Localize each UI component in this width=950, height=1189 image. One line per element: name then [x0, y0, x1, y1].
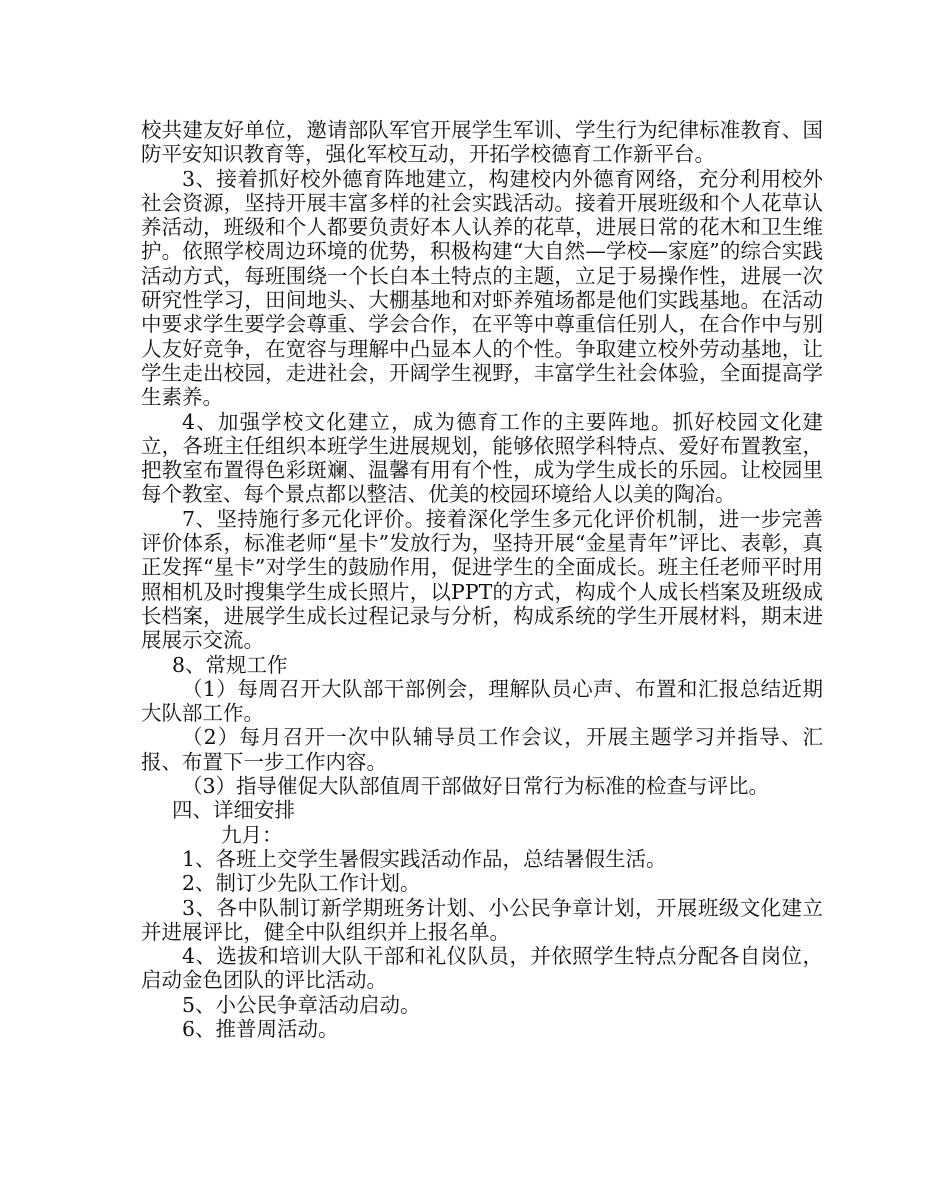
paragraph-item-7: 7、坚持施行多元化评价。接着深化学生多元化评价机制，进一步完善评价体系，标准老师“星卡”发放行为，坚持开展“金星青年”评比、表彰，真正发挥“星卡”对学生的鼓励作用，促进学生的全面成长。班主任老师平时用照相机及时搜集学生成长照片，以PPT的方式，构成个人成长档案及班级成长档案，进展学生成长过程记录与分析，构成系统的学生开展材料，期末进展展示交流。	[141, 506, 823, 653]
paragraph-routine-2: （2）每月召开一次中队辅导员工作会议，开展主题学习并指导、汇报、布置下一步工作内容。	[141, 725, 823, 774]
list-item-september-1: 1、各班上交学生暑假实践活动作品，总结暑假生活。	[182, 846, 667, 871]
document-page	[141, 118, 823, 1041]
heading-routine-work: 8、常规工作	[172, 652, 288, 677]
paragraph-item-3: 3、接着抓好校外德育阵地建立，构建校内外德育网络，充分利用校外社会资源，坚持开展丰富多样的社会实践活动。接着开展班级和个人花草认养活动，班级和个人都要负责好本人认养的花草，进展日常的花木和卫生维护。依照学校周边环境的优势，积极构建“大自然—学校—家庭”的综合实践活动方式，每班围绕一个长白本土特点的主题，立足于易操作性，进展一次研究性学习，田间地头、大棚基地和对虾养殖场都是他们实践基地。在活动中要求学生要学会尊重、学会合作，在平等中尊重信任别人，在合作中与别人友好竞争，在宽容与理解中凸显本人的个性。争取建立校外劳动基地，让学生走出校园，走进社会，开阔学生视野，丰富学生社会体验，全面提高学生素养。	[141, 166, 823, 410]
paragraph-item-4: 4、加强学校文化建立，成为德育工作的主要阵地。抓好校园文化建立，各班主任组织本班学生进展规划，能够依照学科特点、爱好布置教室，把教室布置得色彩斑斓、温馨有用有个性，成为学生成长的乐园。让校园里每个教室、每个景点都以整洁、优美的校园环境给人以美的陶冶。	[141, 409, 823, 507]
list-item-september-4: 4、选拔和培训大队干部和礼仪队员，并依照学生特点分配各自岗位，启动金色团队的评比活动。	[141, 944, 823, 993]
paragraph-routine-3: （3）指导催促大队部值周干部做好日常行为标准的检查与评比。	[182, 774, 770, 799]
list-item-september-2: 2、制订少先队工作计划。	[182, 871, 421, 896]
list-item-september-5: 5、小公民争章活动启动。	[182, 992, 421, 1017]
paragraph-routine-1: （1）每周召开大队部干部例会，理解队员心声、布置和汇报总结近期大队部工作。	[141, 676, 823, 726]
list-item-september-3: 3、各中队制订新学期班务计划、小公民争章计划，开展班级文化建立并进展评比，健全中队组织并上报名单。	[141, 895, 823, 944]
paragraph-military-school: 校共建友好单位，邀请部队军官开展学生军训、学生行为纪律标准教育、国防平安知识教育等，强化军校互动，开拓学校德育工作新平台。	[141, 118, 823, 167]
list-item-september-6: 6、推普周活动。	[182, 1016, 339, 1041]
heading-detailed-arrangement: 四、详细安排	[172, 798, 295, 823]
heading-september: 九月：	[221, 822, 283, 847]
